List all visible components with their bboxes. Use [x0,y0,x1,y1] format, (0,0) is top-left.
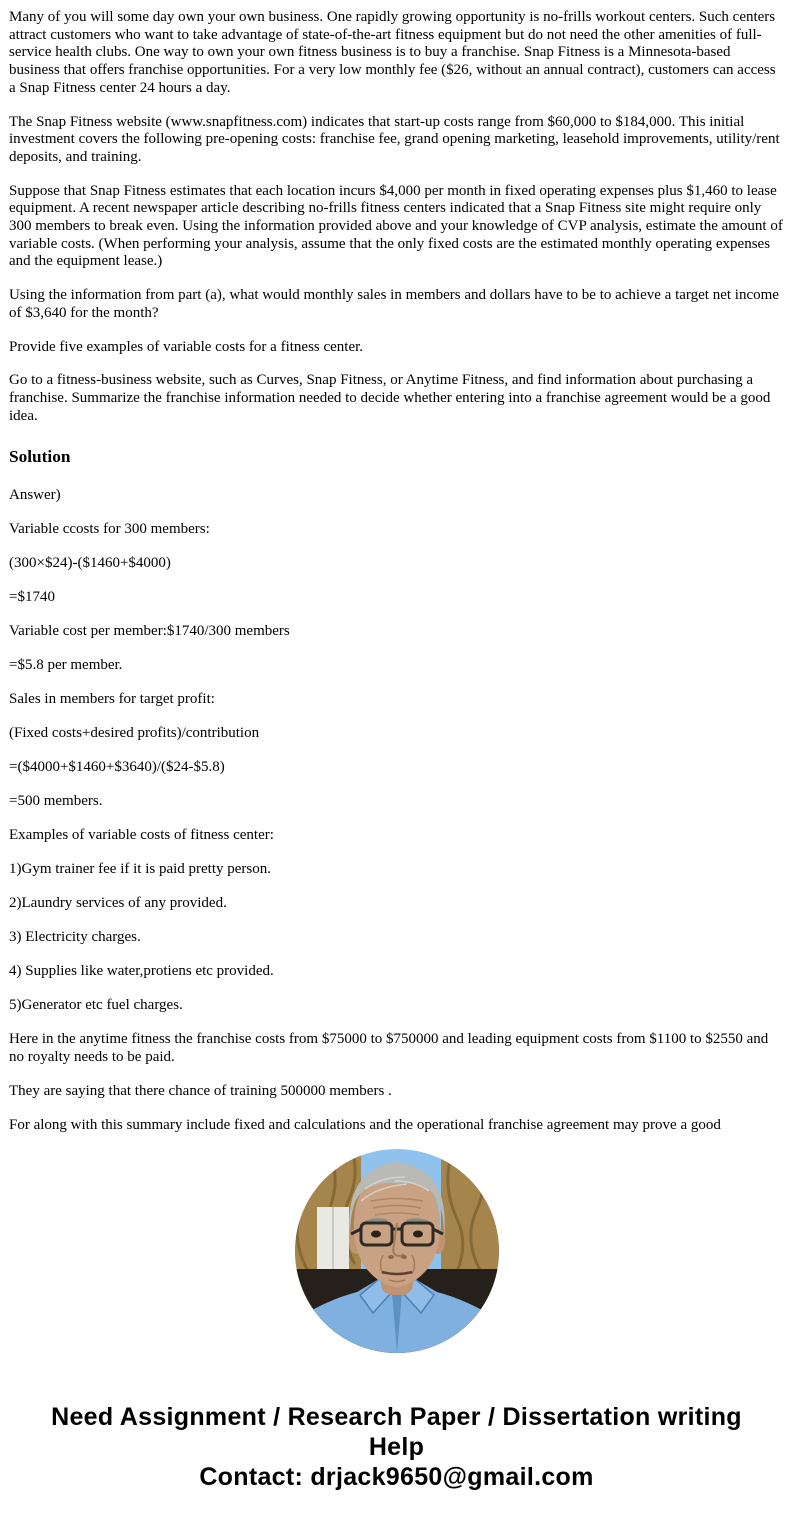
solution-line-clipped: For along with this summary include fixed and calculations and the operational franchise agreement may prove a good [9,1117,721,1134]
paragraph-question-a: Suppose that Snap Fitness estimates that each location incurs $4,000 per month in fixed operating expenses plus $1,460 to lease equipment. A recent newspaper article describing no-frills fitness centers indicated that a Snap Fitness site might require only 300 members to break even. Using the information provided above and your knowledge of CVP analysis, estimate the amount of variable costs. (When performing your analysis, assume that the only fixed costs are the estimated monthly operating expenses and the equipment lease.) [9,182,783,270]
nostril-left [388,1255,394,1259]
solution-line: (Fixed costs+desired profits)/contribution [9,725,260,742]
solution-line: 3) Electricity charges. [9,929,141,946]
footer-heading: Need Assignment / Research Paper / Dissertation writing Help [51,1403,742,1462]
solution-line: 5)Generator etc fuel charges. [9,997,183,1014]
avatar-container [9,1149,784,1353]
paragraph-question-d: Go to a fitness-business website, such as Curves, Snap Fitness, or Anytime Fitness, and find information about purchasing a franchise. Summarize the franchise information needed to decide whether entering into a franchise agreement would be a good idea. [9,372,771,424]
solution-body [9,487,784,1134]
eye-left [371,1231,381,1238]
clipped-text-line [9,1117,784,1134]
paragraph-question-b: Using the information from part (a), what would monthly sales in members and dollars have to be to achieve a target net income of $3,640 for the month? [9,287,779,321]
solution-line: Examples of variable costs of fitness center: [9,827,274,844]
solution-line: =($4000+$1460+$3640)/($24-$5.8) [9,759,225,776]
eye-right [413,1231,423,1238]
solution-line: Variable ccosts for 300 members: [9,521,210,538]
solution-line: 1)Gym trainer fee if it is paid pretty person. [9,861,272,878]
solution-line: Sales in members for target profit: [9,691,215,708]
paragraph-intro: Many of you will some day own your own business. One rapidly growing opportunity is no-frills workout centers. Such centers attract customers who want to take advantage of state-of-the-art fitness equipment but do not need the other amenities of full-service health clubs. One way to own your own fitness business is to buy a franchise. Snap Fitness is a Minnesota-based business that offers franchise opportunities. For a very low monthly fee ($26, without an annual contract), customers can access a Snap Fitness center 24 hours a day. [9,9,776,96]
solution-line: =500 members. [9,793,103,810]
solution-line: (300×$24)-($1460+$4000) [9,555,171,572]
nostril-right [401,1255,407,1259]
solution-line: Variable cost per member:$1740/300 members [9,623,290,640]
solution-heading: Solution [9,447,71,467]
solution-line: =$1740 [9,589,55,606]
solution-line: =$5.8 per member. [9,657,123,674]
solution-line: Answer) [9,487,61,504]
document-body [9,9,784,1134]
tutor-avatar [295,1149,499,1353]
paragraph-website-costs: The Snap Fitness website (www.snapfitness.com) indicates that start-up costs range from $60,000 to $184,000. This initial investment covers the following pre-opening costs: franchise fee, grand opening marketing, leasehold improvements, utility/rent deposits, and training. [9,113,780,165]
paragraph-question-c: Provide five examples of variable costs for a fitness center. [9,338,364,355]
footer-contact-email: Contact: drjack9650@gmail.com [199,1463,594,1492]
solution-line: 4) Supplies like water,protiens etc provided. [9,963,274,980]
solution-line: They are saying that there chance of training 500000 members . [9,1083,392,1100]
solution-line: Here in the anytime fitness the franchise costs from $75000 to $750000 and leading equipment costs from $1100 to $2550 and no royalty needs to be paid. [9,1031,769,1066]
solution-line: 2)Laundry services of any provided. [9,895,227,912]
footer-banner [9,1402,784,1492]
